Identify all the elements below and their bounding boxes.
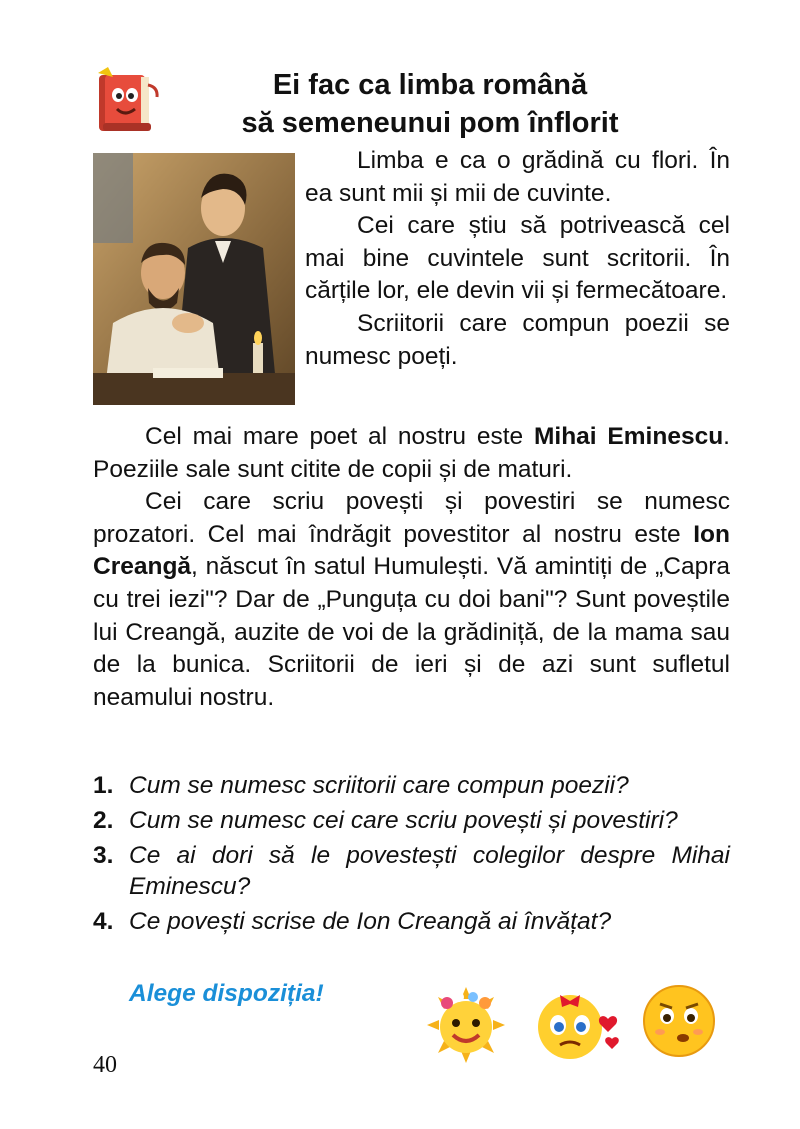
- question-item: [93, 770, 730, 801]
- storyteller-name: Ion Creangă: [93, 520, 730, 581]
- question-number: 1.: [93, 772, 114, 799]
- writers-portrait-image: [93, 153, 295, 405]
- question-text: Cum se numesc scriitorii care compun poezii?: [129, 772, 629, 799]
- intro-paragraph-2: Cei care știu să potrivească cel mai bine cuvintele sunt scritorii. În cărțile lor, ele devin vii și fermecătoare.: [305, 212, 730, 305]
- mood-prompt: Alege dispoziția!: [129, 980, 324, 1007]
- body-paragraph-1: [93, 421, 730, 486]
- body-paragraph-2: [93, 486, 730, 714]
- question-number: 2.: [93, 807, 114, 834]
- intro-text: [305, 145, 730, 373]
- intro-paragraph-3: Scriitorii care compun poezii se numesc poeți.: [305, 309, 730, 370]
- body-paragraph-1-end: . Poeziile sale sunt citite de copii și de maturi.: [93, 423, 730, 483]
- sad-emoji[interactable]: [640, 982, 718, 1060]
- body-paragraph-2-end: , născut în satul Humulești. Vă amintiți de „Capra cu trei iezi"? Dar de „Punguța cu doi bani"? Sunt poveștile lui Creangă, auzite de voi de la grădiniță, de la mama sau de la bunica. Scriitorii de ieri și de azi sunt sufletul neamului nostru.: [93, 553, 730, 711]
- question-item: [93, 906, 730, 937]
- question-number: 4.: [93, 908, 114, 935]
- title-line-2: să semeneunui pom înflorit: [241, 107, 619, 139]
- question-item: [93, 805, 730, 836]
- in-love-emoji[interactable]: [530, 985, 625, 1063]
- intro-paragraph-1: Limba e ca o grădină cu flori. În ea sunt mii și mii de cuvinte.: [305, 147, 730, 207]
- question-text: Ce povești scrise de Ion Creangă ai învățat?: [129, 908, 612, 935]
- body-paragraph-2-start: Cei care scriu povești și povestiri se numesc prozatori. Cel mai îndrăgit povestitor al nostru este: [93, 488, 730, 548]
- poet-name: Mihai Eminescu: [533, 423, 724, 450]
- title-line-1: Ei fac ca limba română: [272, 69, 588, 101]
- question-number: 3.: [93, 842, 114, 869]
- page-title: [150, 66, 710, 142]
- body-text: [93, 421, 730, 714]
- page-number: 40: [93, 1052, 117, 1078]
- happy-sun-emoji[interactable]: [425, 985, 507, 1065]
- question-text: Ce ai dori să le povestești colegilor despre Mihai Eminescu?: [129, 842, 730, 900]
- question-text: Cum se numesc cei care scriu povești și povestiri?: [129, 807, 678, 834]
- question-item: [93, 840, 730, 902]
- questions-list: [93, 770, 730, 941]
- body-paragraph-1-start: Cel mai mare poet al nostru este: [145, 423, 534, 450]
